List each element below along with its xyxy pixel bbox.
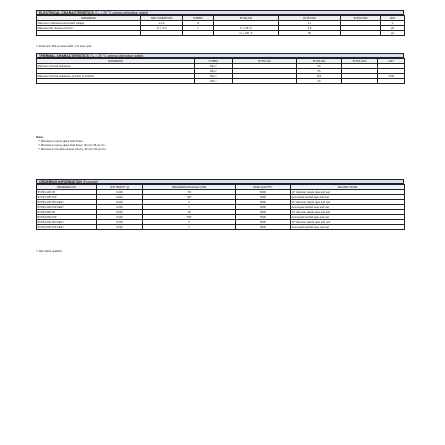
- table-cell: 0.033: [97, 200, 143, 205]
- table-cell: [37, 31, 141, 36]
- table-row: [37, 31, 405, 36]
- table-cell: 20: [297, 79, 342, 84]
- header-cell: TEST CONDITIONS: [141, 16, 183, 21]
- thermal-note-1: ⁽¹⁾ Mounted on epoxy-glass hard tissue: [38, 140, 83, 143]
- table-cell: Tₐ = 100 °C: [214, 31, 279, 36]
- table-cell: [342, 79, 378, 84]
- table-cell: 0.033: [97, 190, 143, 195]
- table-cell: TAP: [143, 215, 236, 220]
- header-cell: BYX54-600: [297, 59, 342, 64]
- table-cell: T: [143, 225, 236, 230]
- table-cell: °C/W: [378, 74, 405, 79]
- electrical-condition: (Tₐ = 25 °C unless otherwise noted): [94, 11, 149, 15]
- table-cell: Ammopack fanfold tape and reel: [291, 215, 405, 220]
- table-cell: T: [143, 200, 236, 205]
- table-cell: BYX54-600-TR: [37, 210, 97, 215]
- table-cell: Ammopack fanfold tape and reel: [291, 205, 405, 210]
- header-cell: BYX54-1000: [341, 16, 381, 21]
- table-cell: 120: [297, 74, 342, 79]
- table-cell: µA: [381, 31, 405, 36]
- table-cell: 0.033: [97, 210, 143, 215]
- table-cell: TR: [143, 190, 236, 195]
- table-cell: BYX54-100-TAP: [37, 195, 97, 200]
- thermal-table: [36, 58, 405, 84]
- table-cell: BYX54-600-TAP: [37, 215, 97, 220]
- table-cell: Rθⱼₐ⁽³⁾: [195, 74, 233, 79]
- header-cell: BYX54-100: [214, 16, 279, 21]
- header-cell: UNIT: [381, 16, 405, 21]
- header-cell: BYX54-100: [233, 59, 297, 64]
- table-cell: 5000: [236, 195, 291, 200]
- thermal-note-3: ⁽³⁾ Mounted on Al-oxide-ceramic (Al₂O₃), 50 mm² 35 µm Cu: [38, 148, 106, 151]
- ordering-note: ⁽¹⁾ AEC-Q101 qualified: [36, 250, 62, 253]
- table-cell: Rθⱼₐ⁽¹⁾: [195, 64, 233, 69]
- table-cell: 1.0 A: [141, 21, 183, 26]
- table-cell: 5000: [236, 225, 291, 230]
- thermal-note-2: ⁽²⁾ Mounted on epoxy-glass hard tissue, 50 mm² 35 µm Cu: [38, 144, 105, 147]
- header-cell: UNIT: [378, 59, 405, 64]
- table-cell: [341, 31, 381, 36]
- table-cell: 50: [297, 64, 342, 69]
- table-cell: 0.033: [97, 205, 143, 210]
- table-cell: BYX54-100-TAP AE3⁽¹⁾: [37, 205, 97, 210]
- ordering-condition: (Example): [82, 180, 99, 184]
- header-cell: PREFERRED PACKAGE CODE: [143, 185, 236, 190]
- table-cell: 50: [279, 31, 341, 36]
- table-cell: 5000: [236, 215, 291, 220]
- thermal-title: THERMAL CHARACTERISTICS: [39, 54, 89, 58]
- ordering-title: ORDERING INFORMATION: [39, 180, 82, 184]
- table-cell: 5000: [236, 220, 291, 225]
- table-row: [37, 225, 405, 230]
- table-cell: Iᵣ: [183, 26, 214, 31]
- ordering-table: [36, 184, 405, 230]
- table-cell: 10" diameter plastic tape and reel: [291, 200, 405, 205]
- table-cell: BYX54-100-TR: [37, 190, 97, 195]
- table-cell: 10" diameter plastic tape and reel: [291, 190, 405, 195]
- table-cell: Tₐ = 25 °C: [214, 26, 279, 31]
- header-cell: PREFERRED P/N: [37, 185, 97, 190]
- table-cell: 65: [297, 69, 342, 74]
- table-cell: µA: [381, 26, 405, 31]
- table-cell: 0.033: [97, 220, 143, 225]
- header-cell: DELIVERY MODE: [291, 185, 405, 190]
- table-cell: 0.033: [97, 195, 143, 200]
- table-cell: 5.0: [279, 26, 341, 31]
- table-cell: Ammopack fanfold tape and reel: [291, 225, 405, 230]
- table-cell: Rθⱼₗ⁽⁴⁾: [195, 79, 233, 84]
- table-cell: 10" diameter plastic tape and reel: [291, 210, 405, 215]
- table-cell: [183, 31, 214, 36]
- table-cell: Maximum DC reverse current⁽¹⁾: [37, 26, 141, 31]
- table-cell: 1.1: [279, 21, 341, 26]
- header-cell: SYMBOL: [195, 59, 233, 64]
- table-cell: BYX54-100-TR3 AE3⁽¹⁾: [37, 200, 97, 205]
- table-cell: 10" diameter plastic tape and reel: [291, 220, 405, 225]
- table-cell: 5000: [236, 190, 291, 195]
- table-cell: Maximum thermal resistance, junction to ambient: [37, 74, 195, 79]
- table-cell: [37, 79, 195, 84]
- table-cell: T: [143, 205, 236, 210]
- table-cell: TAP: [143, 195, 236, 200]
- table-cell: Maximum instantaneous forward voltage: [37, 21, 141, 26]
- header-cell: SYMBOL: [183, 16, 214, 21]
- electrical-title: ELECTRICAL CHARACTERISTICS: [39, 11, 94, 15]
- header-cell: BASE QUANTITY: [236, 185, 291, 190]
- table-cell: [233, 79, 297, 84]
- electrical-note: ⁽¹⁾ Pulse test: 300 µs pulse width, 1 % duty cycle: [36, 45, 92, 48]
- thermal-condition: (Tₐ = 25 °C unless otherwise noted): [89, 54, 144, 58]
- table-cell: T: [143, 220, 236, 225]
- table-cell: [378, 79, 405, 84]
- header-cell: BYX54-600: [279, 16, 341, 21]
- thermal-notes-label: Notes: [36, 136, 44, 139]
- table-cell: [141, 31, 183, 36]
- table-cell: Maximum thermal resistance: [37, 64, 195, 69]
- electrical-table: [36, 15, 405, 36]
- header-cell: BYX54-1000: [342, 59, 378, 64]
- table-cell: Ammopack fanfold tape and reel: [291, 195, 405, 200]
- table-cell: BYX54-600-TAP AE3⁽¹⁾: [37, 225, 97, 230]
- table-cell: 0.033: [97, 225, 143, 230]
- table-cell: 5000: [236, 200, 291, 205]
- header-cell: UNIT WEIGHT (g): [97, 185, 143, 190]
- table-cell: Rθⱼₐ⁽²⁾: [195, 69, 233, 74]
- table-cell: V: [381, 21, 405, 26]
- table-cell: 5000: [236, 205, 291, 210]
- table-cell: TR: [143, 210, 236, 215]
- table-cell: Vᵣ = Vᵣᵣᴹ: [141, 26, 183, 31]
- table-cell: Vᶠ: [183, 21, 214, 26]
- table-cell: 5000: [236, 210, 291, 215]
- header-cell: PARAMETER: [37, 59, 195, 64]
- header-cell: PARAMETER: [37, 16, 141, 21]
- table-row: [37, 79, 405, 84]
- table-cell: BYX54-600-TR3 AE3⁽¹⁾: [37, 220, 97, 225]
- table-cell: 0.033: [97, 215, 143, 220]
